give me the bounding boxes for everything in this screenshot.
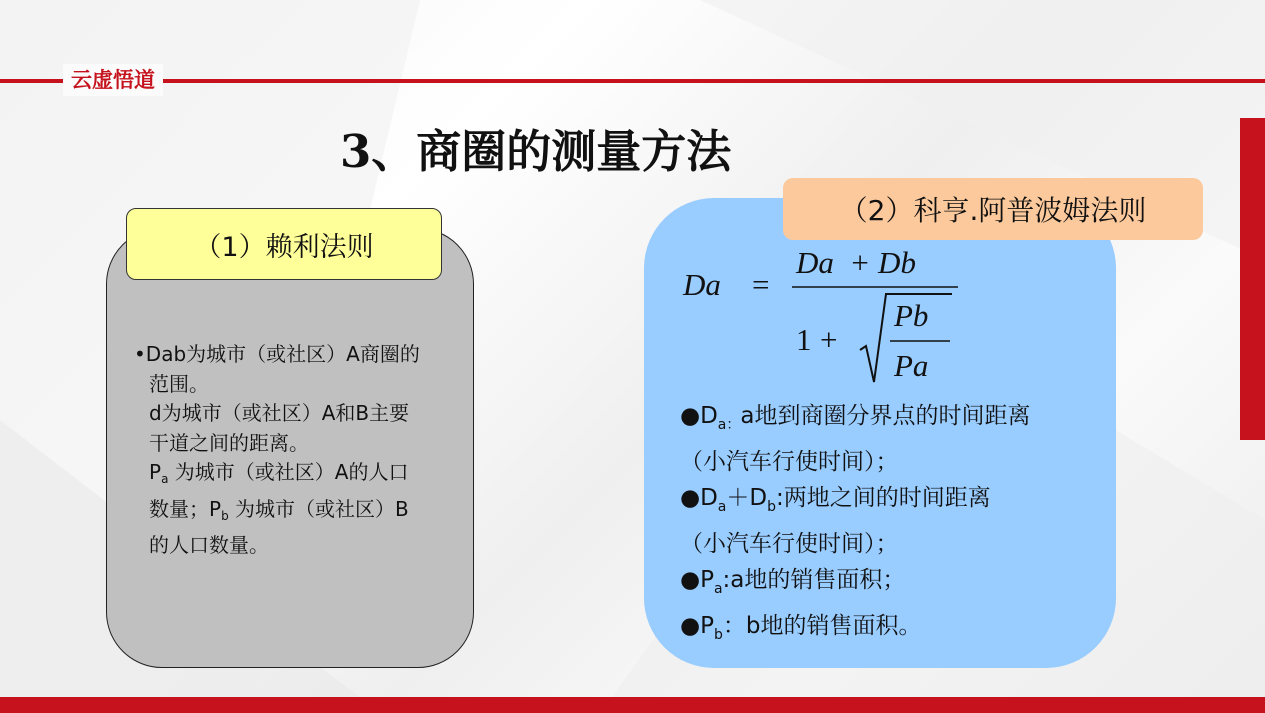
breaking-point-formula <box>680 240 970 390</box>
text-segment: ●D <box>680 485 718 511</box>
text-line: （小汽车行使时间）； <box>680 530 899 557</box>
formula-radicand-denominator: Pa <box>894 348 929 383</box>
footer-bar <box>0 697 1265 713</box>
subscript: b <box>221 508 229 523</box>
subscript: b <box>713 626 723 643</box>
text-line <box>680 562 1120 608</box>
text-line <box>680 398 1120 444</box>
subscript: b <box>767 499 776 515</box>
text-line <box>134 495 474 532</box>
text-segment: ●D <box>680 403 718 429</box>
applebaum-law-label: （2）科亨.阿普波姆法则 <box>783 178 1203 240</box>
text-segment: 为城市（或社区）B <box>228 496 409 521</box>
text-segment: ●P <box>680 567 714 593</box>
text-segment: 数量；P <box>149 496 222 521</box>
formula-one: 1 <box>796 322 812 357</box>
subscript: a <box>161 472 169 486</box>
formula-lhs: Da <box>683 267 721 302</box>
reilly-law-label: （1）赖利法则 <box>126 208 442 280</box>
text-segment: a地到商圈分界点的时间距离 <box>740 403 1031 429</box>
text-segment: ＋D <box>726 485 768 511</box>
subscript: a： <box>717 417 741 433</box>
formula-radicand-numerator: Pb <box>894 298 929 333</box>
text-segment: :两地之间的时间距离 <box>775 485 991 511</box>
brand-logo: 云虚悟道 <box>63 64 163 96</box>
text-segment: 为城市（或社区）A的人口 <box>168 460 409 484</box>
text-line: （小汽车行使时间）； <box>680 448 899 475</box>
formula-equals: = <box>752 267 770 302</box>
formula-plus: + <box>820 322 838 357</box>
formula-numerator: Da + Db <box>796 245 916 280</box>
text-line: 的人口数量。 <box>149 533 269 557</box>
text-line: d为城市（或社区）A和B主要 <box>149 401 410 425</box>
text-segment: ●P <box>680 612 714 639</box>
text-segment: :a地的销售面积； <box>722 567 906 593</box>
text-line <box>134 458 474 495</box>
text-segment: ：b地的销售面积。 <box>722 612 922 639</box>
slide-title: 3、商圈的测量方法 <box>340 125 732 178</box>
bullet: • <box>134 342 146 366</box>
text-line <box>680 608 1120 654</box>
text-segment: P <box>149 460 162 484</box>
text-line <box>680 480 1120 526</box>
header-rule <box>0 79 1265 83</box>
subscript: a <box>717 499 727 515</box>
text-segment: Dab为城市（或社区）A商圈的 <box>145 342 420 366</box>
right-accent-bar <box>1240 118 1265 440</box>
applebaum-law-description <box>680 398 1120 653</box>
text-line: 干道之间的距离。 <box>149 430 309 455</box>
text-line: 范围。 <box>149 371 209 396</box>
subscript: a <box>713 581 723 597</box>
reilly-law-description <box>134 340 474 561</box>
text-line <box>134 340 474 370</box>
